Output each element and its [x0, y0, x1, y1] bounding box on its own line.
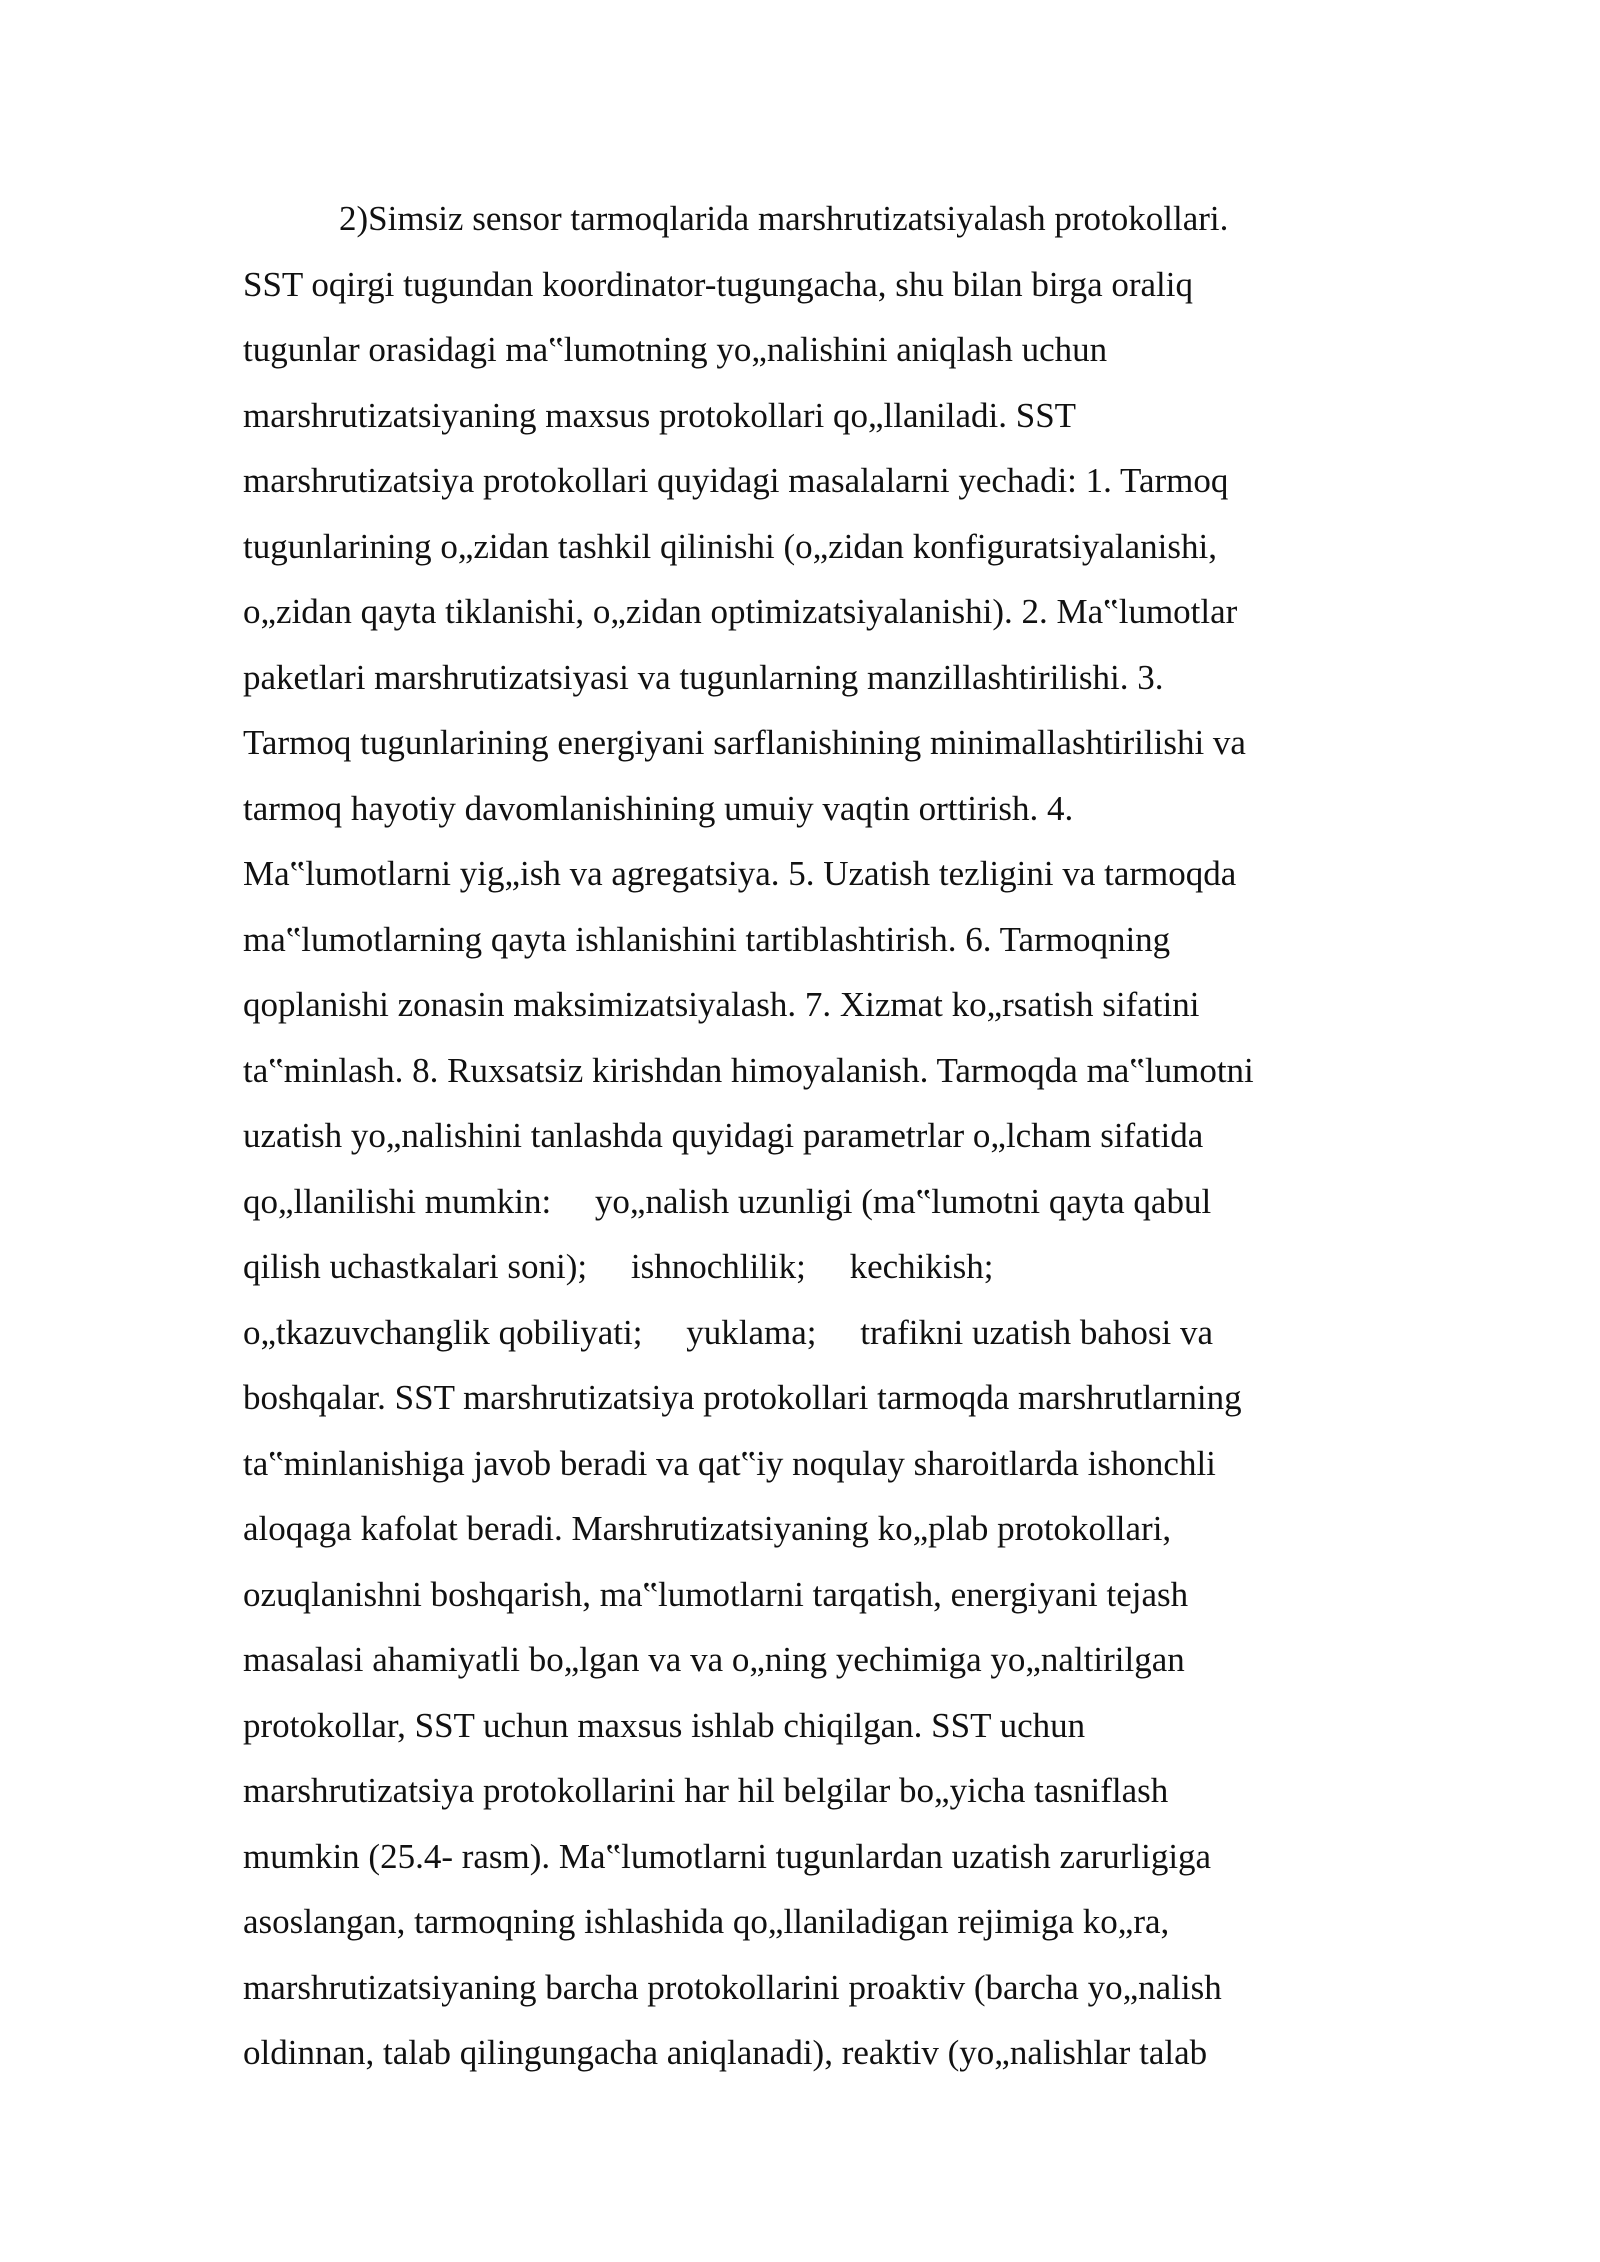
- text-line: tugunlar orasidagi ma‟lumotning yo„nalishini aniqlash uchun: [243, 330, 1108, 369]
- text-line: Tarmoq tugunlarining energiyani sarflanishining minimallashtirilishi va: [243, 723, 1246, 762]
- text-line: 2)Simsiz sensor tarmoqlarida marshrutizatsiyalash protokollari.: [339, 199, 1229, 238]
- text-line: aloqaga kafolat beradi. Marshrutizatsiyaning ko„plab protokollari,: [243, 1509, 1172, 1548]
- text-line: marshrutizatsiyaning barcha protokollarini proaktiv (barcha yo„nalish: [243, 1967, 1222, 2007]
- text-line: ta‟minlash. 8. Ruxsatsiz kirishdan himoyalanish. Tarmoqda ma‟lumotni: [243, 1050, 1254, 1090]
- text-line: o„zidan qayta tiklanishi, o„zidan optimizatsiyalanishi). 2. Ma‟lumotlar: [243, 592, 1238, 631]
- text-line: marshrutizatsiya protokollari quyidagi masalalarni yechadi: 1. Tarmoq: [243, 461, 1229, 500]
- text-line: qilish uchastkalari soni); ishnochlilik; kechikish;: [243, 1247, 994, 1286]
- text-line: o„tkazuvchanglik qobiliyati; yuklama; trafikni uzatish bahosi va: [243, 1312, 1214, 1352]
- text-line: qo„llanilishi mumkin: yo„nalish uzunligi (ma‟lumotni qayta qabul: [243, 1181, 1212, 1221]
- text-line: masalasi ahamiyatli bo„lgan va va o„ning yechimiga yo„naltirilgan: [243, 1640, 1185, 1679]
- text-line: tarmoq hayotiy davomlanishining umuiy vaqtin orttirish. 4.: [243, 788, 1074, 828]
- text-line: mumkin (25.4- rasm). Ma‟lumotlarni tugunlardan uzatish zarurligiga: [243, 1836, 1212, 1876]
- text-line: tugunlarining o„zidan tashkil qilinishi (o„zidan konfiguratsiyalanishi,: [243, 526, 1217, 566]
- text-line: marshrutizatsiyaning maxsus protokollari qo„llaniladi. SST: [243, 395, 1077, 435]
- text-line: protokollar, SST uchun maxsus ishlab chiqilgan. SST uchun: [243, 1705, 1086, 1745]
- text-line: paketlari marshrutizatsiyasi va tugunlarning manzillashtirilishi. 3.: [243, 657, 1164, 697]
- text-line: marshrutizatsiya protokollarini har hil belgilar bo„yicha tasniflash: [243, 1771, 1169, 1810]
- body-paragraph: [243, 191, 1363, 2091]
- text-line: ozuqlanishni boshqarish, ma‟lumotlarni tarqatish, energiyani tejash: [243, 1574, 1189, 1614]
- text-line: ma‟lumotlarning qayta ishlanishini tartiblashtirish. 6. Tarmoqning: [243, 919, 1171, 959]
- text-line: SST oqirgi tugundan koordinator-tugungacha, shu bilan birga oraliq: [243, 264, 1194, 304]
- text-line: ta‟minlanishiga javob beradi va qat‟iy noqulay sharoitlarda ishonchli: [243, 1443, 1216, 1483]
- text-line: qoplanishi zonasin maksimizatsiyalash. 7. Xizmat ko„rsatish sifatini: [243, 985, 1200, 1024]
- text-line: asoslangan, tarmoqning ishlashida qo„llaniladigan rejimiga ko„ra,: [243, 1902, 1170, 1941]
- text-line: boshqalar. SST marshrutizatsiya protokollari tarmoqda marshrutlarning: [243, 1378, 1242, 1417]
- text-line: uzatish yo„nalishini tanlashda quyidagi parametrlar o„lcham sifatida: [243, 1116, 1204, 1155]
- text-line: oldinnan, talab qilingungacha aniqlanadi), reaktiv (yo„nalishlar talab: [243, 2033, 1208, 2072]
- text-line: Ma‟lumotlarni yig„ish va agregatsiya. 5. Uzatish tezligini va tarmoqda: [243, 854, 1237, 893]
